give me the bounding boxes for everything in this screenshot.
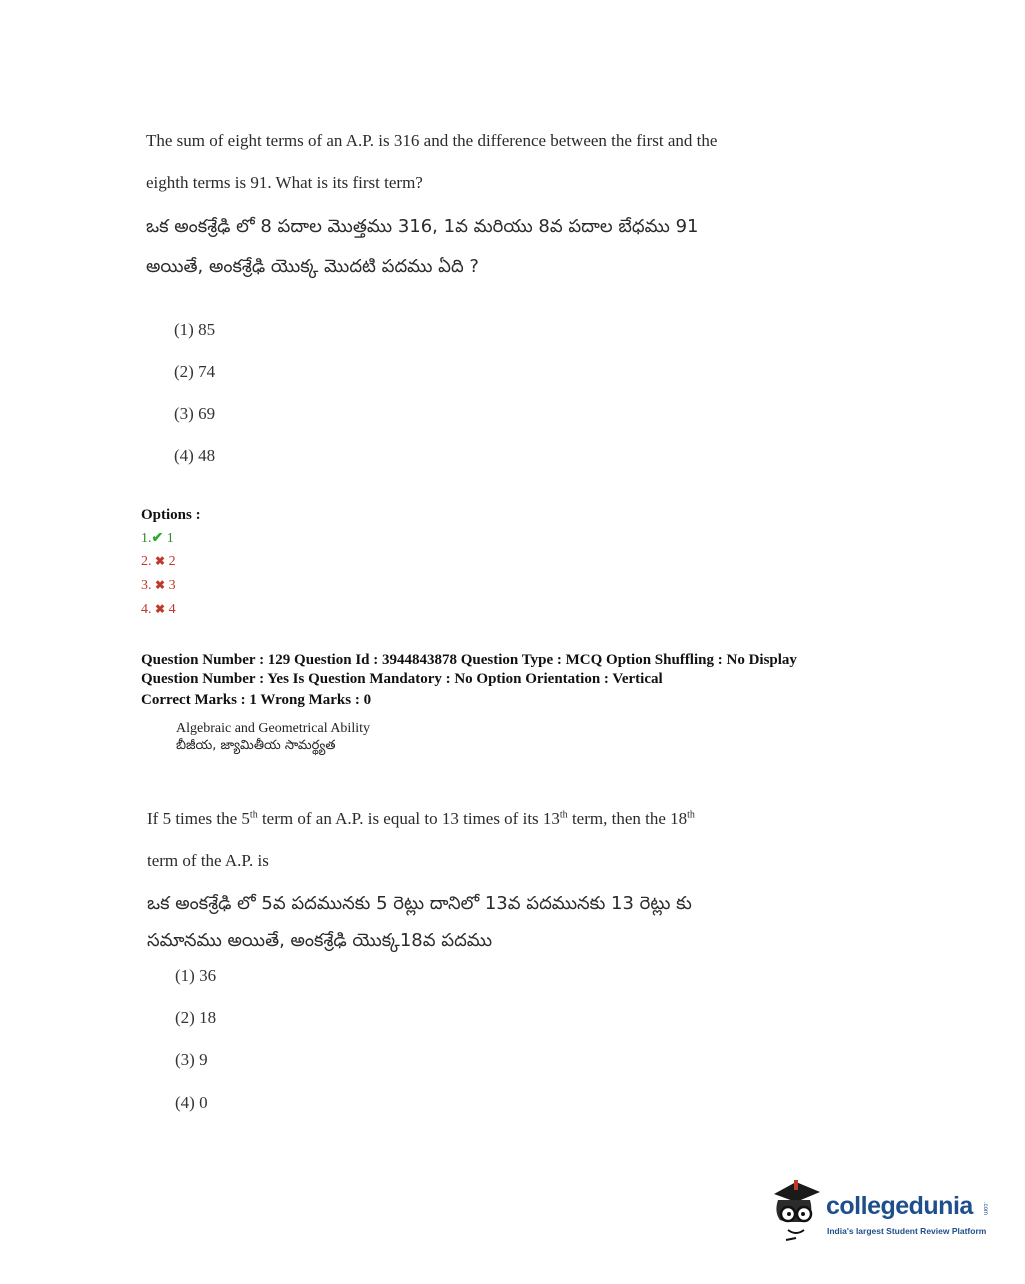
answer-value: 4 [168, 602, 176, 617]
answer-option-4 [141, 602, 176, 618]
options-heading: Options : [141, 507, 201, 523]
brand-tagline: India's largest Student Review Platform [827, 1226, 987, 1236]
q2-option-4: (4) 0 [175, 1093, 208, 1112]
superscript: th [249, 809, 258, 821]
q1-option-3: (3) 69 [174, 404, 216, 423]
cross-icon: ✖ [155, 554, 166, 568]
q2-option-2: (2) 18 [175, 1008, 217, 1027]
answer-number: 3. [141, 578, 152, 593]
question-marks: Correct Marks : 1 Wrong Marks : 0 [141, 692, 372, 708]
superscript: th [687, 809, 695, 821]
q2-text-part: term of an A.P. is equal to 13 times of its 13 [257, 809, 560, 828]
q1-text-line2: eighth terms is 91. What is its first term? [146, 173, 423, 192]
question-meta-line1: Question Number : 129 Question Id : 3944843878 Question Type : MCQ Option Shuffling : No Display [141, 652, 797, 668]
cross-icon: ✖ [155, 602, 166, 616]
check-icon: ✔ [151, 531, 164, 546]
answer-option-1 [141, 530, 174, 547]
question-meta-line2: Question Number : Yes Is Question Mandatory : No Option Orientation : Vertical [141, 671, 663, 687]
q1-telugu-line1: ఒక అంకశ్రేఢి లో 8 పదాల మొత్తము 316, 1వ మరియు 8వ పదాల బేధము 91 [146, 216, 699, 237]
answer-option-2 [141, 554, 176, 570]
q2-text-part: If 5 times the 5 [147, 809, 250, 828]
q2-text-line2: term of the A.P. is [147, 851, 269, 870]
topic-label [176, 720, 370, 754]
topic-english: Algebraic and Geometrical Ability [176, 721, 370, 736]
cross-icon: ✖ [155, 578, 166, 592]
superscript: th [559, 809, 568, 821]
answer-option-3 [141, 578, 176, 594]
q2-text-part: term, then the 18 [567, 809, 688, 828]
q2-text-line1 [147, 809, 695, 829]
answer-value: 2 [168, 554, 176, 569]
q2-telugu-line2: సమానము అయితే, అంకశ్రేఢి యొక్క18వ పదము [147, 930, 493, 951]
brand-suffix: .com [982, 1202, 988, 1216]
q2-option-3: (3) 9 [175, 1050, 208, 1069]
q2-option-1: (1) 36 [175, 966, 217, 985]
answer-number: 4. [141, 602, 152, 617]
q1-text-line1: The sum of eight terms of an A.P. is 316 and the difference between the first and the [146, 131, 718, 150]
q1-telugu-line2: అయితే, అంకశ్రేఢి యొక్క మొదటి పదము ఏది ? [146, 256, 479, 277]
brand-name: collegedunia [826, 1192, 973, 1220]
collegedunia-mascot-icon [766, 1178, 822, 1244]
answer-number: 2. [141, 554, 152, 569]
q2-telugu-line1: ఒక అంకశ్రేఢి లో 5వ పదమునకు 5 రెట్లు దానిలో 13వ పదమునకు 13 రెట్లు కు [147, 893, 692, 914]
q1-option-1: (1) 85 [174, 320, 216, 339]
q1-option-4: (4) 48 [174, 446, 216, 465]
answer-value: 3 [168, 578, 176, 593]
topic-telugu: బీజీయ, జ్యామితీయ సామర్థ్యత [176, 738, 336, 753]
answer-value: 1 [166, 531, 174, 546]
answer-number: 1. [141, 531, 152, 546]
q1-option-2: (2) 74 [174, 362, 216, 381]
